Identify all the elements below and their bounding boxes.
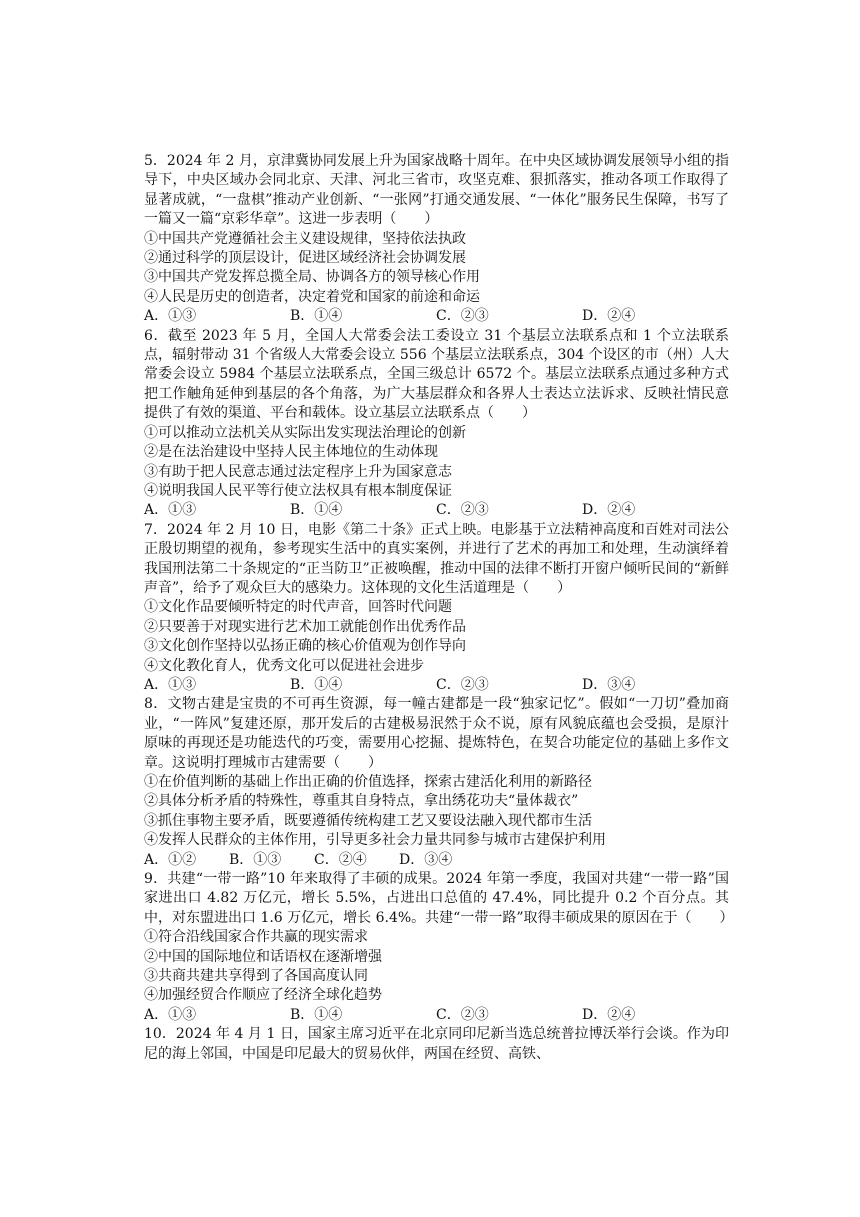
option-3: ③有助于把人民意志通过法定程序上升为国家意志 — [144, 463, 452, 480]
option-2: ②具体分析矛盾的特殊性，尊重其自身特点，拿出绣花功夫“量体裁衣” — [144, 793, 579, 810]
option-3: ③中国共产党发挥总揽全局、协调各方的领导核心作用 — [144, 269, 480, 286]
choice-c: C．②③ — [436, 502, 489, 519]
question-stem: 8．文物古建是宝贵的不可再生资源，每一幢古建都是一段“独家记忆”。假如“一刀切”叠加商业，“一阵风”复建还原，那开发后的古建极易泯然于众不说，原有风貌底蕴也会受损，是原汁原味的再现还是功能迭代的巧变，需要用心挖掘、提炼特色，在契合功能定位的基础上多作文章。这说明打理城市古建需要（ ） — [144, 696, 729, 771]
answer-choices — [144, 1006, 729, 1025]
question-stem: 9．共建“一带一路”10 年来取得了丰硕的成果。2024 年第一季度，我国对共建“一带一路”国家进出口 4.82 万亿元，增长 5.5%，占进出口总值的 47.4%，同比提升 0.2 个百分点。其中，对东盟进出口 1.6 万亿元，增长 6.4%。共建“一带一路”取得丰硕成果的原因在于（ ） — [144, 871, 734, 926]
option-1: ①中国共产党遵循社会主义建设规律，坚持依法执政 — [144, 230, 466, 247]
option-1: ①文化作品要倾听特定的时代声音，回答时代问题 — [144, 599, 452, 616]
option-1: ①符合沿线国家合作共赢的现实需求 — [144, 929, 368, 946]
answer-choices — [144, 851, 729, 870]
question-6 — [144, 327, 729, 521]
question-7 — [144, 521, 729, 696]
question-stem: 7．2024 年 2 月 10 日，电影《第二十条》正式上映。电影基于立法精神高度和百姓对司法公正殷切期望的视角，参考现实生活中的真实案例，并进行了艺术的再加工和处理，生动演绎着我国刑法第二十条规定的“正当防卫”正被唤醒，推动中国的法律不断打开窗户倾听民间的“新鲜声音”，给予了观众巨大的感染力。这体现的文化生活道理是（ ） — [144, 521, 729, 596]
choice-a: A．①③ — [144, 676, 197, 693]
question-10 — [144, 1025, 729, 1064]
option-4: ④发挥人民群众的主体作用，引导更多社会力量共同参与城市古建保护利用 — [144, 832, 606, 849]
option-3: ③共商共建共享得到了各国高度认同 — [144, 968, 368, 985]
choice-a: A．①③ — [144, 502, 197, 519]
question-stem: 6．截至 2023 年 5 月，全国人大常委会法工委设立 31 个基层立法联系点和 1 个立法联系点，辐射带动 31 个省级人大常委会设立 556 个基层立法联系点，304 个设区的市（州）人大常委会设立 5984 个基层立法联系点，全国三级总计 6572 个。基层立法联系点通过多种方式把工作触角延伸到基层的各个角落，为广大基层群众和各界人士表达立法诉求、反映社情民意提供了有效的渠道、平台和载体。设立基层立法联系点（ ） — [144, 327, 729, 422]
choice-b: B．①④ — [290, 308, 343, 325]
choice-b: B．①③ — [229, 851, 282, 868]
choice-d: D．②④ — [582, 502, 636, 519]
option-2: ②通过科学的顶层设计，促进区域经济社会协调发展 — [144, 250, 466, 267]
option-3: ③文化创作坚持以弘扬正确的核心价值观为创作导向 — [144, 638, 466, 655]
option-4: ④加强经贸合作顺应了经济全球化趋势 — [144, 987, 382, 1004]
exam-page — [144, 152, 734, 1064]
question-stem: 5．2024 年 2 月，京津冀协同发展上升为国家战略十周年。在中央区域协调发展领导小组的指导下，中央区域办会同北京、天津、河北三省市，攻坚克难、狠抓落实，推动各项工作取得了显著成就，“一盘棋”推动产业创新、“一张网”打通交通发展、“一体化”服务民生保障，书写了一篇又一篇“京彩华章”。这进一步表明（ ） — [144, 153, 729, 228]
answer-choices — [144, 676, 729, 695]
choice-c: C．②③ — [436, 308, 489, 325]
choice-c: C．②③ — [436, 676, 489, 693]
option-2: ②中国的国际地位和话语权在逐渐增强 — [144, 948, 382, 965]
choice-c: C．②③ — [436, 1006, 489, 1023]
choice-b: B．①④ — [290, 676, 343, 693]
option-1: ①可以推动立法机关从实际出发实现法治理论的创新 — [144, 424, 466, 441]
choice-c: C．②④ — [314, 851, 367, 868]
choice-b: B．①④ — [290, 502, 343, 519]
choice-d: D．②④ — [582, 308, 636, 325]
option-4: ④文化教化育人，优秀文化可以促进社会进步 — [144, 657, 424, 674]
option-4: ④说明我国人民平等行使立法权具有根本制度保证 — [144, 482, 452, 499]
answer-choices — [144, 501, 729, 520]
question-stem: 10．2024 年 4 月 1 日，国家主席习近平在北京同印尼新当选总统普拉博沃举行会谈。作为印尼的海上邻国，中国是印尼最大的贸易伙伴，两国在经贸、高铁、 — [144, 1026, 729, 1062]
option-4: ④人民是历史的创造者，决定着党和国家的前途和命运 — [144, 288, 480, 305]
answer-choices — [144, 307, 729, 326]
question-9 — [144, 870, 734, 1025]
question-5 — [144, 152, 729, 327]
option-2: ②是在法治建设中坚持人民主体地位的生动体现 — [144, 444, 438, 461]
choice-a: A．①③ — [144, 1006, 197, 1023]
choice-d: D．②④ — [582, 1006, 636, 1023]
option-1: ①在价值判断的基础上作出正确的价值选择，探索古建活化利用的新路径 — [144, 774, 592, 790]
option-3: ③抓住事物主要矛盾，既要遵循传统构建工艺又要设法融入现代都市生活 — [144, 812, 592, 829]
choice-a: A．①② — [144, 851, 197, 868]
choice-d: D．③④ — [399, 851, 453, 868]
option-2: ②只要善于对现实进行艺术加工就能创作出优秀作品 — [144, 618, 466, 635]
question-8 — [144, 695, 729, 870]
choice-d: D．③④ — [582, 676, 636, 693]
choice-b: B．①④ — [290, 1006, 343, 1023]
choice-a: A．①③ — [144, 308, 197, 325]
